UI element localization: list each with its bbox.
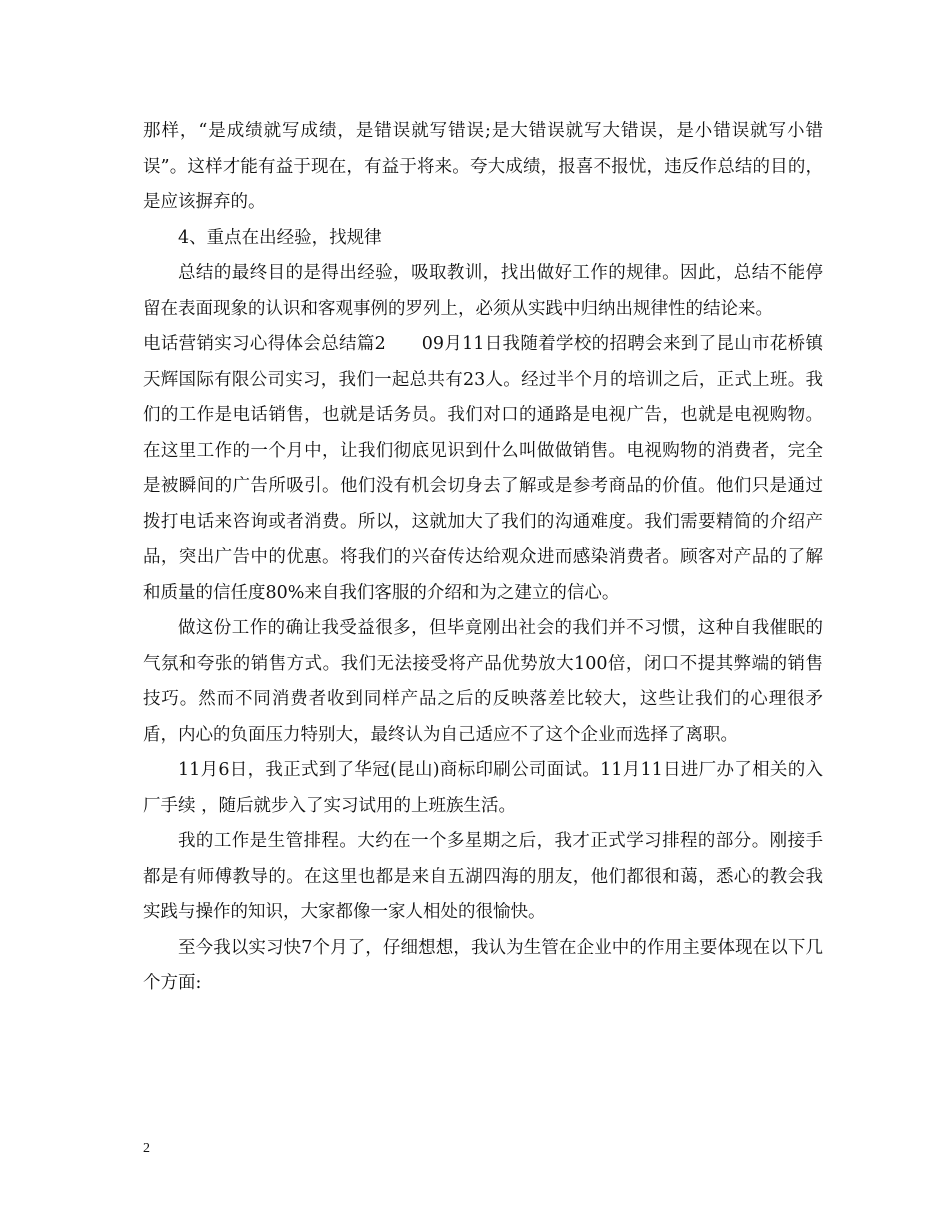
paragraph-1: 那样，“是成绩就写成绩，是错误就写错误;是大错误就写大错误，是小错误就写小错误”。这样才能有益于现在，有益于将来。夸大成绩，报喜不报忧，违反作总结的目的，是应该摒弃的。 bbox=[143, 121, 823, 212]
paragraph-2-heading: 4、重点在出经验，找规律 bbox=[178, 227, 382, 248]
document-body bbox=[143, 114, 823, 1002]
paragraph-3: 总结的最终目的是得出经验，吸取教训，找出做好工作的规律。因此，总结不能停留在表面现象的认识和客观事例的罗列上，必须从实践中归纳出规律性的结论来。 bbox=[143, 263, 823, 319]
paragraph-4: 电话营销实习心得体会总结篇2 09月11日我随着学校的招聘会来到了昆山市花桥镇天辉国际有限公司实习，我们一起总共有23人。经过半个月的培训之后，正式上班。我们的工作是电话销售，也就是话务员。我们对口的通路是电视广告，也就是电视购物。在这里工作的一个月中，让我们彻底见识到什么叫做做销售。电视购物的消费者，完全是被瞬间的广告所吸引。他们没有机会切身去了解或是参考商品的价值。他们只是通过拨打电话来咨询或者消费。所以，这就加大了我们的沟通难度。我们需要精简的介绍产品，突出广告中的优惠。将我们的兴奋传达给观众进而感染消费者。顾客对产品的了解和质量的信任度80%来自我们客服的介绍和为之建立的信心。 bbox=[143, 334, 823, 603]
paragraph-8: 至今我以实习快7个月了，仔细想想，我认为生管在企业中的作用主要体现在以下几个方面: bbox=[143, 937, 823, 993]
page-number: 2 bbox=[143, 1141, 150, 1156]
paragraph-6: 11月6日，我正式到了华冠(昆山)商标印刷公司面试。11月11日进厂办了相关的入厂手续 ，随后就步入了实习试用的上班族生活。 bbox=[143, 760, 823, 816]
paragraph-5: 做这份工作的确让我受益很多，但毕竟刚出社会的我们并不习惯，这种自我催眠的气氛和夸张的销售方式。我们无法接受将产品优势放大100倍，闭口不提其弊端的销售技巧。然而不同消费者收到同样产品之后的反映落差比较大，这些让我们的心理很矛盾，内心的负面压力特别大，最终认为自己适应不了这个企业而选择了离职。 bbox=[143, 618, 823, 745]
paragraph-7: 我的工作是生管排程。大约在一个多星期之后，我才正式学习排程的部分。刚接手都是有师傅教导的。在这里也都是来自五湖四海的朋友，他们都很和蔼，悉心的教会我实践与操作的知识，大家都像一家人相处的很愉快。 bbox=[143, 831, 823, 922]
